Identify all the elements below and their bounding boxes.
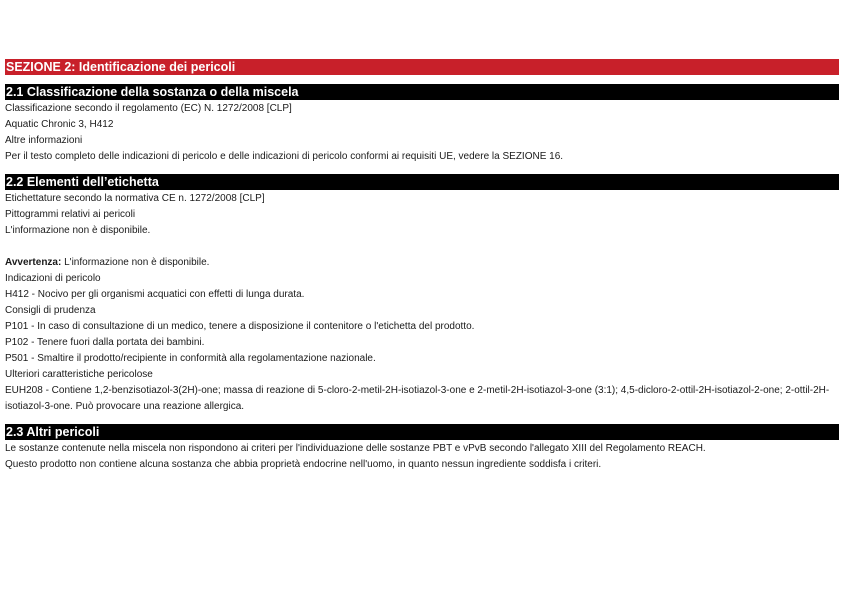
warning-label: Avvertenza: [5,257,62,268]
subsection-2-1-header: 2.1 Classificazione della sostanza o della miscela [5,84,839,100]
text-line: Consigli di prudenza [5,305,96,316]
warning-line [5,255,839,271]
text-line: P501 - Smaltire il prodotto/recipiente in conformità alla regolamentazione nazionale. [5,353,376,364]
text-line: Etichettature secondo la normativa CE n. 1272/2008 [CLP] [5,193,265,204]
text-line: P101 - In caso di consultazione di un medico, tenere a disposizione il contenitore o l'etichetta del prodotto. [5,321,475,332]
text-line: L'informazione non è disponibile. [5,225,151,236]
text-line: H412 - Nocivo per gli organismi acquatici con effetti di lunga durata. [5,289,305,300]
subsection-2-3-header: 2.3 Altri pericoli [5,424,839,440]
section-2-header: SEZIONE 2: Identificazione dei pericoli [5,59,839,75]
text-line: Classificazione secondo il regolamento (EC) N. 1272/2008 [CLP] [5,103,292,114]
text-line: Aquatic Chronic 3, H412 [5,119,114,130]
text-line: Pittogrammi relativi ai pericoli [5,209,136,220]
subsection-2-1-body [5,101,839,165]
text-line: Per il testo completo delle indicazioni di pericolo e delle indicazioni di pericolo conformi ai requisiti UE, vedere la SEZIONE 16. [5,151,564,162]
euh208-text: EUH208 - Contiene 1,2-benzisotiazol-3(2H)-one; massa di reazione di 5-cloro-2-metil-2H-isotiazol-3-one e 2-metil-2H-isotiazol-3-one (3:1); 4,5-dicloro-2-ottil-2H-isotiazol-2-one; 2-ottil-2H-isotiazol-3-one. Può provocare una reazione allergica. [5,385,830,412]
text-line: Ulteriori caratteristiche pericolose [5,369,153,380]
text-line: Altre informazioni [5,135,83,146]
text-line: Questo prodotto non contiene alcuna sostanza che abbia proprietà endocrine nell'uomo, in quanto nessun ingrediente soddisfa i criteri. [5,459,602,470]
sds-page [5,59,839,473]
subsection-2-2-header: 2.2 Elementi dell’etichetta [5,174,839,190]
text-line: P102 - Tenere fuori dalla portata dei bambini. [5,337,205,348]
spacer [5,239,839,255]
text-line: Indicazioni di pericolo [5,273,101,284]
subsection-2-3-body [5,441,839,473]
warning-text: L'informazione non è disponibile. [61,257,210,268]
subsection-2-2-body [5,191,839,415]
text-line: Le sostanze contenute nella miscela non rispondono ai criteri per l'individuazione delle sostanze PBT e vPvB secondo l'allegato XIII del Regolamento REACH. [5,443,706,454]
